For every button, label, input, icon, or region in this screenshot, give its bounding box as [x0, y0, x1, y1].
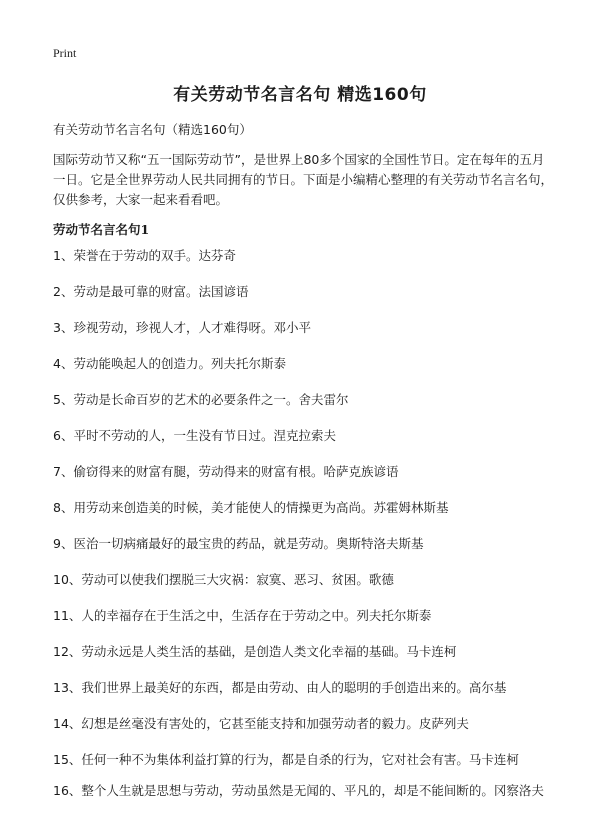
quote-item: 1、荣誉在于劳动的双手。达芬奇	[53, 248, 236, 263]
quote-item: 2、劳动是最可靠的财富。法国谚语	[53, 284, 249, 299]
quote-item: 12、劳动永远是人类生活的基础，是创造人类文化幸福的基础。马卡连柯	[53, 644, 457, 659]
page-title: 有关劳动节名言名句 精选160句	[173, 85, 427, 105]
quote-item: 10、劳动可以使我们摆脱三大灾祸：寂寞、恶习、贫困。歌德	[53, 572, 394, 587]
quote-item: 7、偷窃得来的财富有腿，劳动得来的财富有根。哈萨克族谚语	[53, 464, 399, 479]
quote-item: 3、珍视劳动，珍视人才，人才难得呀。邓小平	[53, 320, 311, 335]
article-body	[53, 120, 553, 812]
quote-item: 8、用劳动来创造美的时候，美才能使人的情操更为高尚。苏霍姆林斯基	[53, 500, 449, 515]
quote-item: 15、任何一种不为集体利益打算的行为，都是自杀的行为，它对社会有害。马卡连柯	[53, 752, 519, 767]
intro-paragraph: 国际劳动节又称“五一国际劳动节”，是世界上80多个国家的全国性节日。定在每年的五月一日。它是全世界劳动人民共同拥有的节日。下面是小编精心整理的有关劳动节名言名句，仅供参考，大家一起来看看吧。	[53, 152, 554, 207]
quote-item: 5、劳动是长命百岁的艺术的必要条件之一。舍夫雷尔	[53, 392, 349, 407]
quote-item: 9、医治一切病痛最好的最宝贵的药品，就是劳动。奥斯特洛夫斯基	[53, 536, 424, 551]
print-link[interactable]: Print	[53, 46, 77, 60]
quote-item: 16、整个人生就是思想与劳动，劳动虽然是无闻的、平凡的，却是不能间断的。冈察洛夫	[53, 783, 544, 798]
quote-item: 11、人的幸福存在于生活之中，生活存在于劳动之中。列夫托尔斯泰	[53, 608, 432, 623]
quote-item: 14、幻想是丝毫没有害处的，它甚至能支持和加强劳动者的毅力。皮萨列夫	[53, 716, 469, 731]
quote-item: 13、我们世界上最美好的东西，都是由劳动、由人的聪明的手创造出来的。高尔基	[53, 680, 507, 695]
quote-item: 6、平时不劳动的人，一生没有节日过。涅克拉索夫	[53, 428, 336, 443]
section-heading: 劳动节名言名句1	[53, 222, 150, 237]
quote-item: 4、劳动能唤起人的创造力。列夫托尔斯泰	[53, 356, 286, 371]
quote-list	[53, 246, 553, 800]
article-subtitle: 有关劳动节名言名句（精选160句）	[53, 122, 252, 137]
